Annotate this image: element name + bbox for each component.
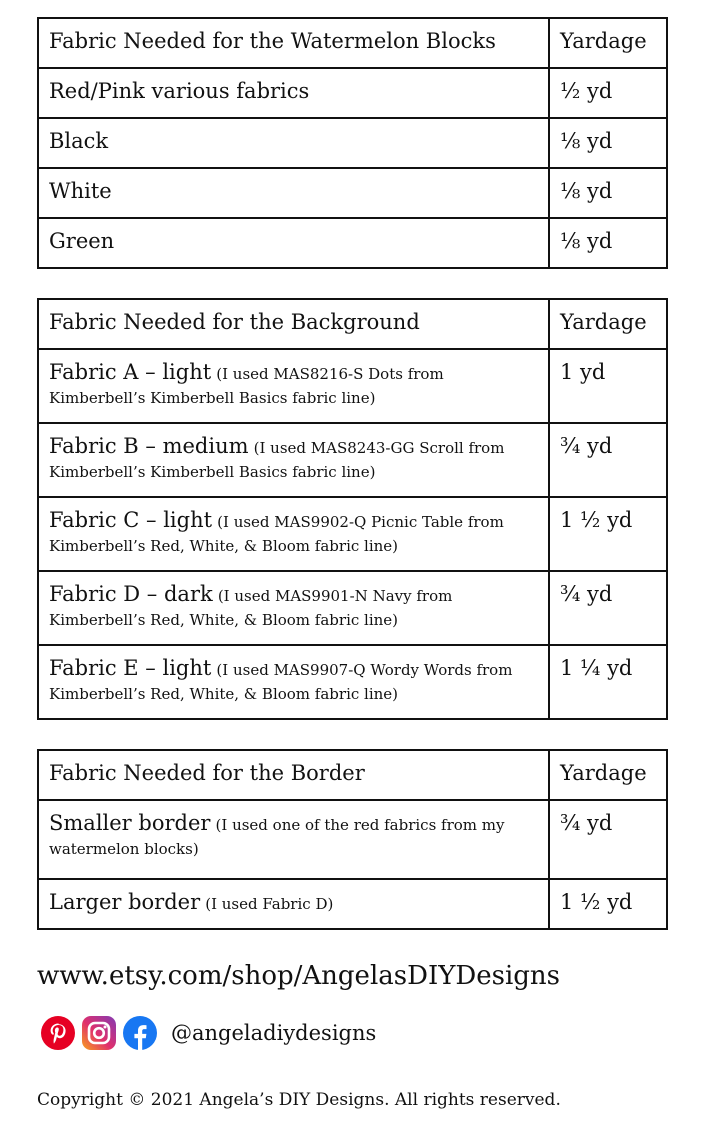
fabric-yardage: ⅛ yd	[549, 118, 667, 168]
fabric-yardage: 1 ¼ yd	[549, 645, 667, 719]
border-fabric-table	[37, 749, 668, 930]
table-header-yardage: Yardage	[549, 750, 667, 800]
fabric-yardage: 1 ½ yd	[549, 879, 667, 929]
table-header-fabric: Fabric Needed for the Watermelon Blocks	[38, 18, 549, 68]
fabric-yardage: ¾ yd	[549, 571, 667, 645]
table-row	[38, 571, 667, 645]
facebook-icon[interactable]	[122, 1015, 158, 1051]
fabric-name: Fabric D – dark	[49, 582, 213, 606]
fabric-note: (I used MAS8243-GG Scroll from Kimberbell’s Kimberbell Basics fabric line)	[49, 439, 505, 481]
background-fabric-table	[37, 298, 668, 720]
fabric-name: Fabric E – light	[49, 656, 212, 680]
table-row	[38, 218, 667, 268]
fabric-yardage: 1 yd	[549, 349, 667, 423]
fabric-name: Fabric B – medium	[49, 434, 249, 458]
table-row	[38, 879, 667, 929]
fabric-name: Larger border	[49, 890, 201, 914]
table-header-yardage: Yardage	[549, 299, 667, 349]
fabric-yardage: ⅛ yd	[549, 218, 667, 268]
table-row	[38, 423, 667, 497]
fabric-yardage: ½ yd	[549, 68, 667, 118]
fabric-name: White	[38, 168, 549, 218]
table-row	[38, 800, 667, 879]
table-row	[38, 118, 667, 168]
table-row	[38, 497, 667, 571]
table-header-row	[38, 18, 667, 68]
fabric-yardage: ¾ yd	[549, 423, 667, 497]
fabric-cell	[38, 800, 549, 879]
table-row	[38, 349, 667, 423]
copyright-notice: Copyright © 2021 Angela’s DIY Designs. All rights reserved.	[37, 1090, 561, 1110]
table-header-row	[38, 750, 667, 800]
fabric-name: Smaller border	[49, 811, 211, 835]
instagram-icon[interactable]	[81, 1015, 117, 1051]
fabric-note: (I used one of the red fabrics from my watermelon blocks)	[49, 816, 505, 858]
fabric-yardage: ¾ yd	[549, 800, 667, 879]
pinterest-icon[interactable]	[40, 1015, 76, 1051]
shop-url[interactable]: www.etsy.com/shop/AngelasDIYDesigns	[37, 961, 561, 991]
fabric-yardage: ⅛ yd	[549, 168, 667, 218]
fabric-note: (I used MAS9907-Q Wordy Words from Kimberbell’s Red, White, & Bloom fabric line)	[49, 661, 513, 703]
table-row	[38, 645, 667, 719]
table-header-yardage: Yardage	[549, 18, 667, 68]
watermelon-fabric-table	[37, 17, 668, 269]
fabric-cell	[38, 423, 549, 497]
table-row	[38, 68, 667, 118]
fabric-cell	[38, 879, 549, 929]
fabric-cell	[38, 571, 549, 645]
fabric-yardage: 1 ½ yd	[549, 497, 667, 571]
social-links	[40, 1015, 376, 1051]
fabric-name: Black	[38, 118, 549, 168]
fabric-name: Fabric C – light	[49, 508, 213, 532]
table-header-row	[38, 299, 667, 349]
social-handle[interactable]: @angeladiydesigns	[171, 1021, 377, 1045]
table-header-fabric: Fabric Needed for the Border	[38, 750, 549, 800]
fabric-note: (I used MAS9902-Q Picnic Table from Kimberbell’s Red, White, & Bloom fabric line)	[49, 513, 504, 555]
fabric-name: Fabric A – light	[49, 360, 212, 384]
table-row	[38, 168, 667, 218]
table-header-fabric: Fabric Needed for the Background	[38, 299, 549, 349]
fabric-note: (I used MAS9901-N Navy from Kimberbell’s Red, White, & Bloom fabric line)	[49, 587, 453, 629]
fabric-name: Red/Pink various fabrics	[38, 68, 549, 118]
fabric-note: (I used Fabric D)	[205, 895, 334, 913]
fabric-cell	[38, 349, 549, 423]
fabric-cell	[38, 497, 549, 571]
fabric-note: (I used MAS8216-S Dots from Kimberbell’s Kimberbell Basics fabric line)	[49, 365, 444, 407]
fabric-cell	[38, 645, 549, 719]
fabric-name: Green	[38, 218, 549, 268]
